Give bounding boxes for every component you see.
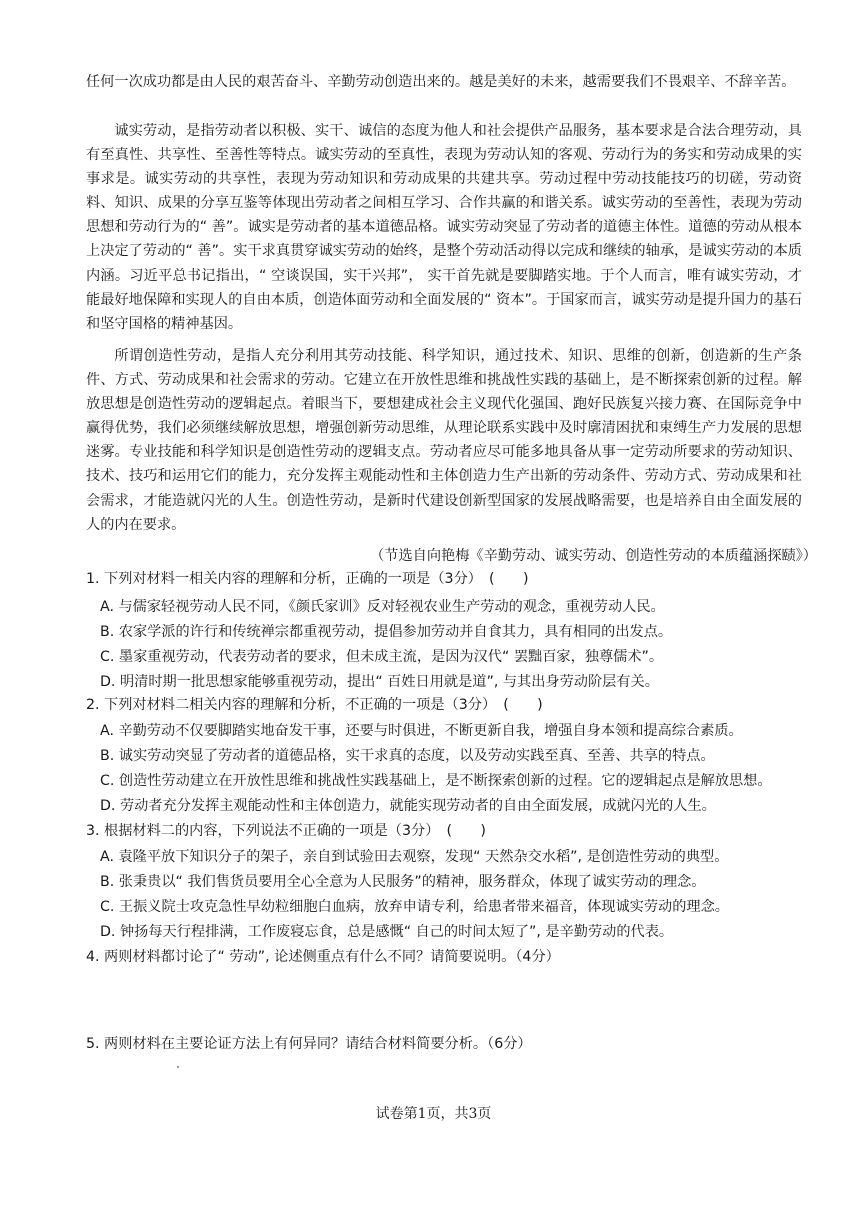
paragraph-intro: 任何一次成功都是由人民的艰苦奋斗、辛勤劳动创造出来的。越是美好的未来，越需要我们不畏艰辛、不辞辛苦。: [86, 74, 796, 90]
option-c: C. 王振义院士攻克急性早幼粒细胞白血病，放弃申请专利，给患者带来福音，体现诚实劳动的理念。: [100, 899, 729, 915]
question-1-stem: 1. 下列对材料一相关内容的理解和分析，正确的一项是（3分） ( ): [86, 571, 529, 587]
option-a: A. 袁隆平放下知识分子的架子，亲自到试验田去观察，发现“ 天然杂交水稻”, 是创造性劳动的典型。: [100, 849, 729, 865]
option-b: B. 农家学派的许行和传统禅宗都重视劳动，提倡参加劳动并自食其力，具有相同的出发点。: [100, 624, 673, 640]
source-citation: （节选自向艳梅《辛勤劳动、诚实劳动、创造性劳动的本质蕴涵探赜》）: [370, 548, 817, 564]
option-c: C. 墨家重视劳动，代表劳动者的要求，但未成主流，是因为汉代“ 罢黜百家，独尊儒术”。: [100, 649, 664, 665]
option-a: A. 与儒家轻视劳动人民不同，《颜氏家训》反对轻视农业生产劳动的观念，重视劳动人民。: [100, 599, 665, 615]
question-3-options: [100, 845, 729, 945]
stray-mark: [177, 1066, 179, 1068]
question-1-options: [100, 595, 672, 695]
option-d: D. 钟扬每天行程排满，工作废寝忘食，总是感慨“ 自己的时间太短了”, 是辛勤劳动的代表。: [100, 924, 674, 940]
option-b: B. 诚实劳动突显了劳动者的道德品格，实干求真的态度，以及劳动实践至真、至善、共享的特点。: [100, 748, 715, 764]
question-3-stem: 3. 根据材料二的内容，下列说法不正确的一项是（3分） ( ): [86, 823, 486, 839]
question-2-options: [100, 719, 772, 819]
paragraph-honest-labor: 诚实劳动，是指劳动者以积极、实干、诚信的态度为他人和社会提供产品服务，基本要求是合法合理劳动，具有至真性、共享性、至善性等特点。诚实劳动的至真性，表现为劳动认知的客观、劳动行为的务实和劳动成果的实事求是。诚实劳动的共享性，表现为劳动知识和劳动成果的共建共享。劳动过程中劳动技能技巧的切磋，劳动资料、知识、成果的分享互鉴等体现出劳动者之间相互学习、合作共赢的和谐关系。诚实劳动的至善性，表现为劳动思想和劳动行为的“ 善”。诚实是劳动者的基本道德品格。诚实劳动突显了劳动者的道德主体性。道德的劳动从根本上决定了劳动的“ 善”。实干求真贯穿诚实劳动的始终，是整个劳动活动得以完成和继续的轴承，是诚实劳动的本质内涵。习近平总书记指出，“ 空谈误国，实干兴邦”， 实干首先就是要脚踏实地。于个人而言，唯有诚实劳动，才能最好地保障和实现人的自由本质，创造体面劳动和全面发展的“ 资本”。于国家而言，诚实劳动是提升国力的基石和坚守国格的精神基因。: [86, 123, 802, 332]
question-4-stem: 4. 两则材料都讨论了“ 劳动”, 论述侧重点有什么不同？请简要说明。（4分）: [86, 949, 560, 965]
option-d: D. 劳动者充分发挥主观能动性和主体创造力，就能实现劳动者的自由全面发展，成就闪光的人生。: [100, 798, 716, 814]
page-footer: 试卷第1页，共3页: [375, 1106, 492, 1122]
option-c: C. 创造性劳动建立在开放性思维和挑战性实践基础上，是不断探索创新的过程。它的逻辑起点是解放思想。: [100, 773, 772, 789]
paragraph-creative-labor: 所谓创造性劳动，是指人充分利用其劳动技能、科学知识，通过技术、知识、思维的创新，创造新的生产条件、方式、劳动成果和社会需求的劳动。它建立在开放性思维和挑战性实践的基础上，是不断探索创新的过程。解放思想是创造性劳动的逻辑起点。着眼当下，要想建成社会主义现代化强国、跑好民族复兴接力赛、在国际竞争中赢得优势，我们必须继续解放思想，增强创新劳动思维，从理论联系实践中及时廓清困扰和束缚生产力发展的思想迷雾。专业技能和科学知识是创造性劳动的逻辑支点。劳动者应尽可能多地具备从事一定劳动所要求的劳动知识、技术、技巧和运用它们的能力，充分发挥主观能动性和主体创造力生产出新的劳动条件、劳动方式、劳动成果和社会需求，才能造就闪光的人生。创造性劳动，是新时代建设创新型国家的发展战略需要，也是培养自由全面发展的人的内在要求。: [86, 348, 802, 533]
option-a: A. 辛勤劳动不仅要脚踏实地奋发干事，还要与时俱进，不断更新自我，增强自身本领和提高综合素质。: [100, 723, 743, 739]
question-2-stem: 2. 下列对材料二相关内容的理解和分析，不正确的一项是（3分） ( ): [86, 697, 543, 713]
option-b: B. 张秉贵以“ 我们售货员要用全心全意为人民服务”的精神，服务群众，体现了诚实劳动的理念。: [100, 874, 706, 890]
option-d: D. 明清时期一批思想家能够重视劳动，提出“ 百姓日用就是道”, 与其出身劳动阶层有关。: [100, 674, 659, 690]
question-5-stem: 5. 两则材料在主要论证方法上有何异同？请结合材料简要分析。（6分）: [86, 1036, 532, 1052]
